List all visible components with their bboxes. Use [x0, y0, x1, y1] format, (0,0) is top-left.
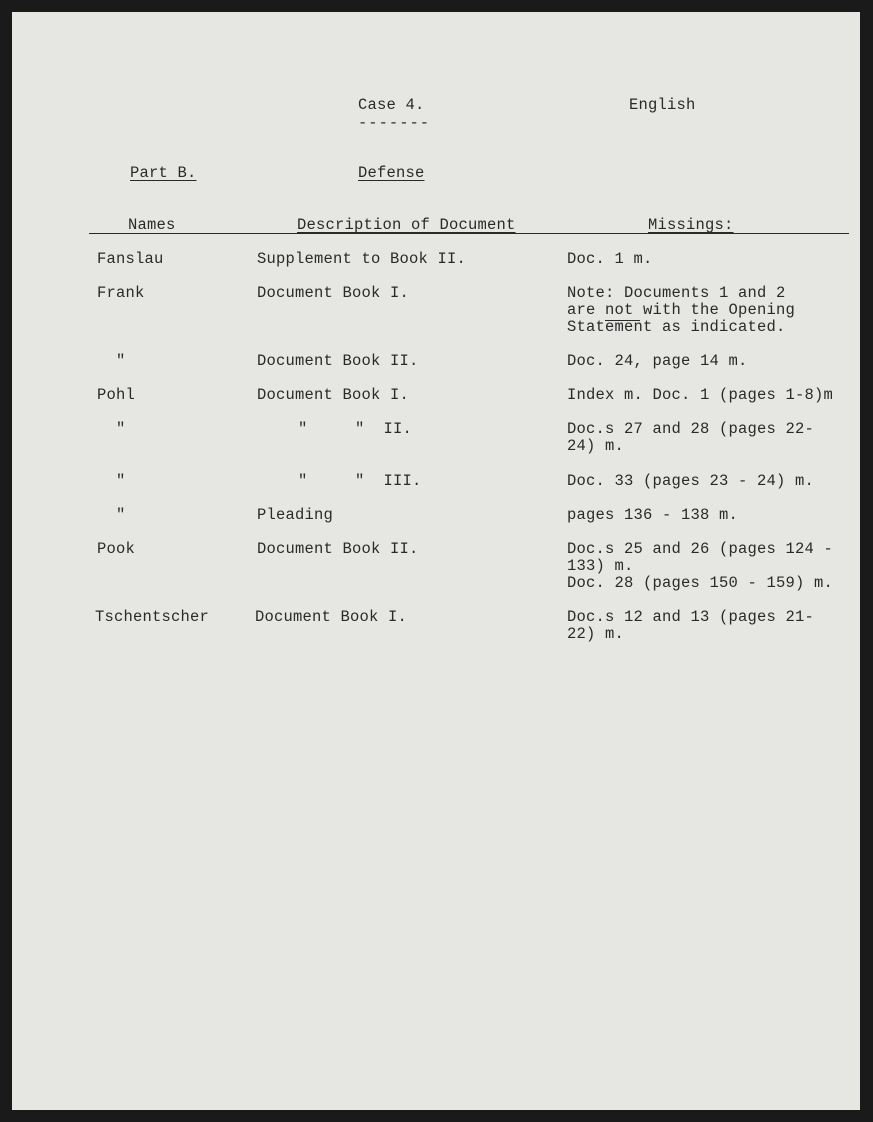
row-missings: 133) m. — [567, 557, 634, 575]
row-description: " " II. — [298, 420, 413, 438]
row-name: " — [116, 506, 126, 524]
column-header-names: Names — [128, 216, 176, 234]
row-missings: Doc. 1 m. — [567, 250, 653, 268]
row-description: " " III. — [298, 472, 422, 490]
row-missings: Note: Documents 1 and 2 — [567, 284, 786, 302]
row-missings: pages 136 - 138 m. — [567, 506, 739, 524]
header-rule — [89, 233, 849, 234]
row-missings: Doc.s 12 and 13 (pages 21- — [567, 608, 815, 626]
row-name: Fanslau — [97, 250, 164, 268]
row-missings: 24) m. — [567, 437, 625, 455]
row-name: " — [116, 420, 126, 438]
row-missings: Doc.s 27 and 28 (pages 22- — [567, 420, 815, 438]
row-name: Frank — [97, 284, 145, 302]
section-label: Defense — [358, 164, 425, 182]
row-missings: Doc.s 25 and 26 (pages 124 - — [567, 540, 834, 558]
document-page — [12, 12, 860, 1110]
case-underline: ------- — [358, 114, 431, 132]
row-missings: 22) m. — [567, 625, 625, 643]
column-header-description: Description of Document — [297, 216, 516, 234]
row-name: " — [116, 472, 126, 490]
language-label: English — [629, 96, 696, 114]
row-name: Tschentscher — [95, 608, 210, 626]
row-missings: Doc. 28 (pages 150 - 159) m. — [567, 574, 834, 592]
row-description: Document Book I. — [257, 386, 410, 404]
row-description: Supplement to Book II. — [257, 250, 467, 268]
row-description: Document Book I. — [255, 608, 408, 626]
row-description: Document Book I. — [257, 284, 410, 302]
row-missings: Index m. Doc. 1 (pages 1-8)m — [567, 386, 834, 404]
row-description: Document Book II. — [257, 352, 419, 370]
column-header-missings: Missings: — [648, 216, 734, 234]
row-missings: Doc. 33 (pages 23 - 24) m. — [567, 472, 815, 490]
row-name: " — [116, 352, 126, 370]
part-label: Part B. — [130, 164, 197, 182]
not-underline — [605, 320, 640, 321]
row-missings: Doc. 24, page 14 m. — [567, 352, 748, 370]
row-name: Pook — [97, 540, 136, 558]
row-missings: Statement as indicated. — [567, 318, 786, 336]
case-title: Case 4. — [358, 96, 425, 114]
row-missings: are not with the Opening — [567, 301, 796, 319]
row-name: Pohl — [97, 386, 136, 404]
row-description: Pleading — [257, 506, 334, 524]
row-description: Document Book II. — [257, 540, 419, 558]
